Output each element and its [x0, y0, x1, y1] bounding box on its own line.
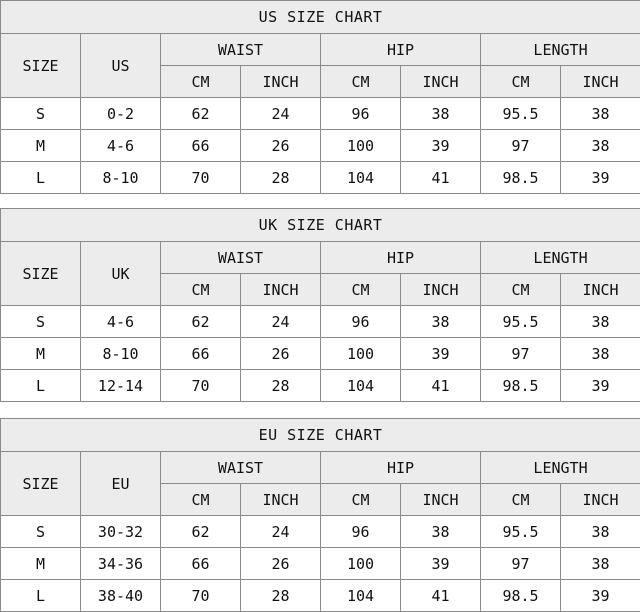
measurement-cell: 24: [241, 98, 321, 130]
size-label: M: [1, 338, 81, 370]
unit-header: INCH: [401, 484, 481, 516]
measurement-cell: 28: [241, 162, 321, 194]
unit-header: INCH: [401, 274, 481, 306]
measurement-cell: 38: [401, 306, 481, 338]
measurement-cell: 41: [401, 580, 481, 612]
measurement-cell: 39: [401, 548, 481, 580]
table-row: [1, 162, 640, 194]
size-column-header: SIZE: [1, 34, 81, 98]
region-size-range: 8-10: [81, 338, 161, 370]
measurement-cell: 66: [161, 130, 241, 162]
measurement-cell: 28: [241, 580, 321, 612]
measurement-cell: 104: [321, 370, 401, 402]
measurement-cell: 26: [241, 130, 321, 162]
measurement-cell: 39: [561, 162, 640, 194]
region-size-range: 30-32: [81, 516, 161, 548]
measurement-cell: 97: [481, 338, 561, 370]
measure-group-header: LENGTH: [481, 242, 640, 274]
measure-group-header: LENGTH: [481, 452, 640, 484]
unit-header: INCH: [561, 66, 640, 98]
table-row: [1, 338, 640, 370]
region-size-range: 8-10: [81, 162, 161, 194]
unit-header: INCH: [401, 66, 481, 98]
table-row: [1, 370, 640, 402]
unit-header: CM: [161, 484, 241, 516]
measurement-cell: 66: [161, 548, 241, 580]
measurement-cell: 38: [561, 338, 640, 370]
measurement-cell: 97: [481, 548, 561, 580]
unit-header: CM: [481, 66, 561, 98]
measurement-cell: 41: [401, 370, 481, 402]
measurement-cell: 39: [561, 370, 640, 402]
unit-header: CM: [161, 66, 241, 98]
measurement-cell: 95.5: [481, 98, 561, 130]
measurement-cell: 97: [481, 130, 561, 162]
eu-size-chart-table: [0, 418, 640, 612]
region-column-header: US: [81, 34, 161, 98]
measurement-cell: 41: [401, 162, 481, 194]
table-row: [1, 516, 640, 548]
chart-title: UK SIZE CHART: [1, 209, 640, 242]
table-row: [1, 130, 640, 162]
size-label: L: [1, 162, 81, 194]
measure-group-header: WAIST: [161, 452, 321, 484]
measurement-cell: 66: [161, 338, 241, 370]
size-label: L: [1, 370, 81, 402]
measure-group-header: LENGTH: [481, 34, 640, 66]
measurement-cell: 62: [161, 516, 241, 548]
region-size-range: 38-40: [81, 580, 161, 612]
size-label: M: [1, 130, 81, 162]
measurement-cell: 98.5: [481, 162, 561, 194]
measurement-cell: 38: [561, 516, 640, 548]
measure-group-header: HIP: [321, 452, 481, 484]
measurement-cell: 70: [161, 580, 241, 612]
measurement-cell: 70: [161, 370, 241, 402]
unit-header: CM: [481, 484, 561, 516]
size-column-header: SIZE: [1, 242, 81, 306]
us-size-chart-table: [0, 0, 640, 194]
measurement-cell: 96: [321, 306, 401, 338]
unit-header: CM: [161, 274, 241, 306]
measurement-cell: 26: [241, 338, 321, 370]
region-size-range: 34-36: [81, 548, 161, 580]
unit-header: CM: [481, 274, 561, 306]
measurement-cell: 70: [161, 162, 241, 194]
measurement-cell: 39: [401, 130, 481, 162]
unit-header: CM: [321, 484, 401, 516]
chart-title: US SIZE CHART: [1, 1, 640, 34]
unit-header: INCH: [561, 274, 640, 306]
measurement-cell: 100: [321, 548, 401, 580]
measurement-cell: 96: [321, 516, 401, 548]
measurement-cell: 62: [161, 306, 241, 338]
table-row: [1, 548, 640, 580]
size-label: L: [1, 580, 81, 612]
measurement-cell: 98.5: [481, 580, 561, 612]
unit-header: CM: [321, 274, 401, 306]
unit-header: INCH: [241, 274, 321, 306]
measurement-cell: 98.5: [481, 370, 561, 402]
region-size-range: 0-2: [81, 98, 161, 130]
unit-header: INCH: [241, 484, 321, 516]
measurement-cell: 95.5: [481, 306, 561, 338]
measurement-cell: 24: [241, 516, 321, 548]
size-column-header: SIZE: [1, 452, 81, 516]
size-label: M: [1, 548, 81, 580]
region-size-range: 12-14: [81, 370, 161, 402]
measure-group-header: WAIST: [161, 34, 321, 66]
size-label: S: [1, 306, 81, 338]
unit-header: INCH: [241, 66, 321, 98]
measure-group-header: HIP: [321, 242, 481, 274]
measurement-cell: 38: [401, 98, 481, 130]
measurement-cell: 38: [561, 306, 640, 338]
size-label: S: [1, 516, 81, 548]
measurement-cell: 26: [241, 548, 321, 580]
table-row: [1, 306, 640, 338]
measurement-cell: 38: [561, 130, 640, 162]
region-size-range: 4-6: [81, 130, 161, 162]
measurement-cell: 24: [241, 306, 321, 338]
table-row: [1, 98, 640, 130]
measurement-cell: 38: [401, 516, 481, 548]
unit-header: CM: [321, 66, 401, 98]
measurement-cell: 104: [321, 580, 401, 612]
measurement-cell: 104: [321, 162, 401, 194]
region-column-header: EU: [81, 452, 161, 516]
table-row: [1, 580, 640, 612]
measurement-cell: 100: [321, 338, 401, 370]
measurement-cell: 100: [321, 130, 401, 162]
unit-header: INCH: [561, 484, 640, 516]
measurement-cell: 95.5: [481, 516, 561, 548]
measurement-cell: 62: [161, 98, 241, 130]
size-label: S: [1, 98, 81, 130]
measure-group-header: WAIST: [161, 242, 321, 274]
measurement-cell: 39: [401, 338, 481, 370]
measurement-cell: 38: [561, 98, 640, 130]
uk-size-chart-table: [0, 208, 640, 402]
measure-group-header: HIP: [321, 34, 481, 66]
region-column-header: UK: [81, 242, 161, 306]
measurement-cell: 28: [241, 370, 321, 402]
region-size-range: 4-6: [81, 306, 161, 338]
measurement-cell: 39: [561, 580, 640, 612]
chart-title: EU SIZE CHART: [1, 419, 640, 452]
measurement-cell: 38: [561, 548, 640, 580]
measurement-cell: 96: [321, 98, 401, 130]
